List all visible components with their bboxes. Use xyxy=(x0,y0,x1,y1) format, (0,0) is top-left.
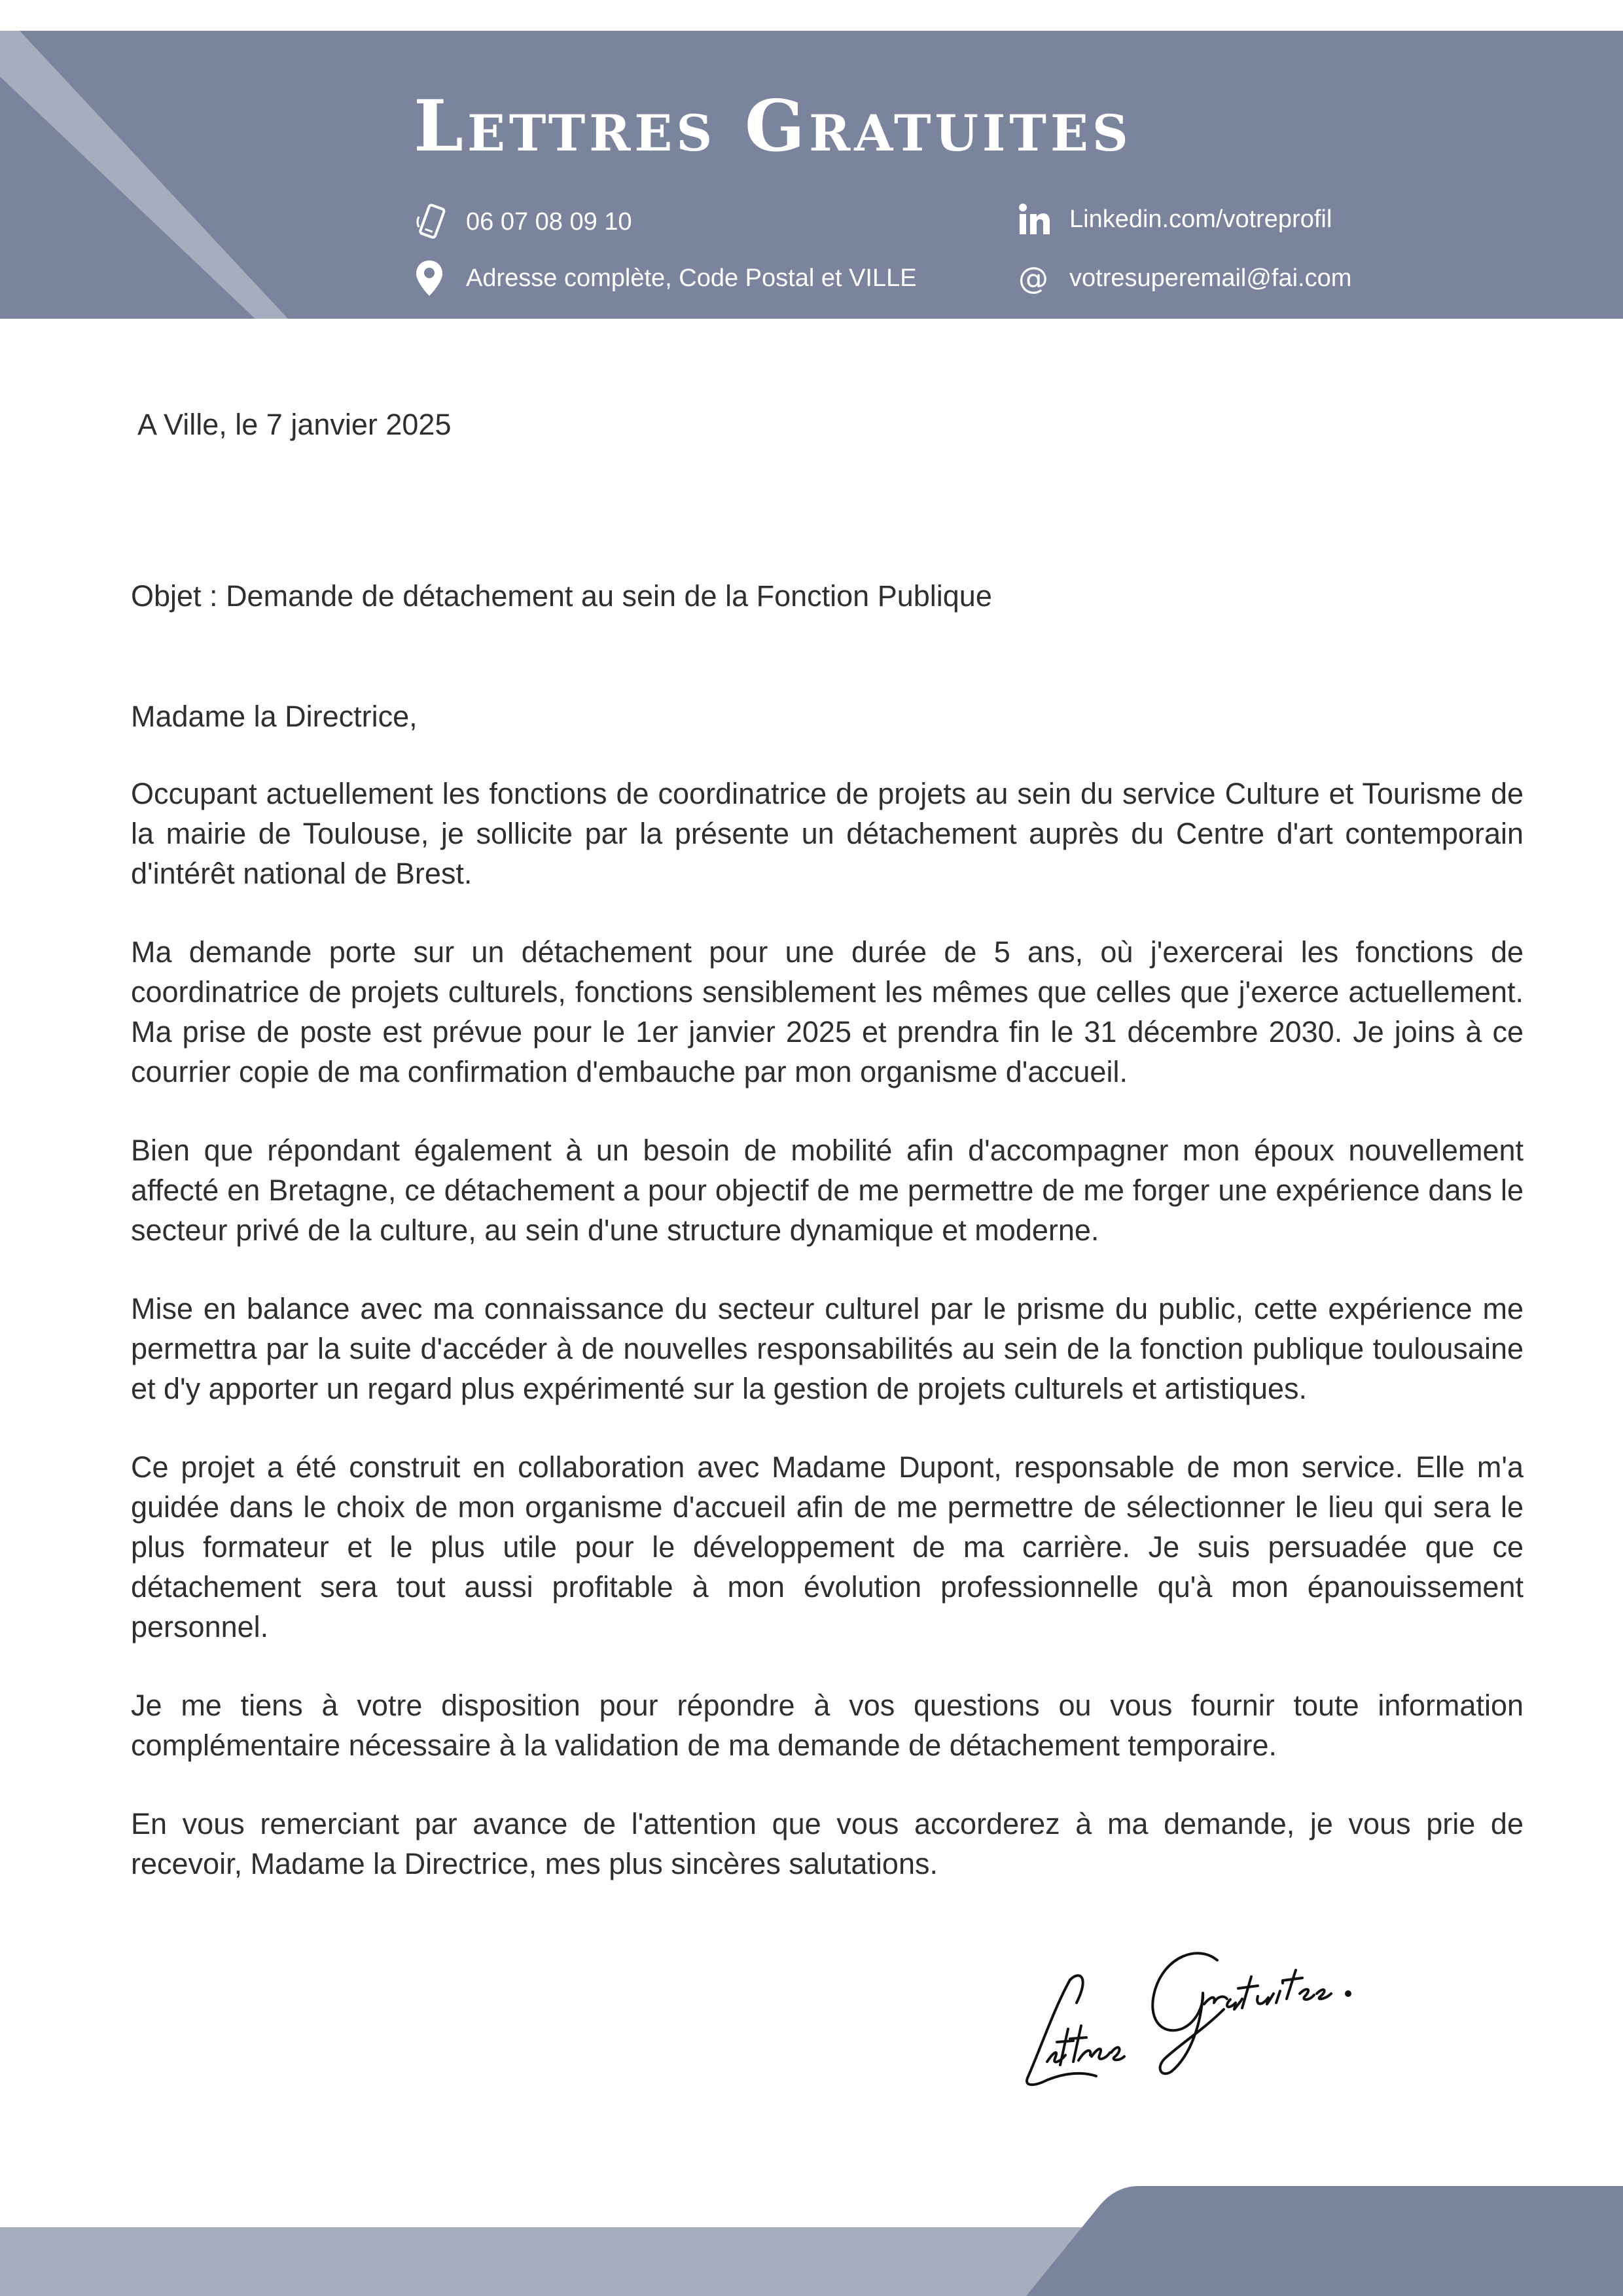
paragraph: Ma demande porte sur un détachement pour une durée de 5 ans, où j'exercerai les fonctions de coordinatrice de projets culturels, fonctions sensiblement les mêmes que celles que j'exerce actuellement. Ma prise de poste est prévue pour le 1er janvier 2025 et prendra fin le 31 décembre 2030. Je joins à ce courrier copie de ma confirmation d'embauche par mon organisme d'accueil. xyxy=(131,935,1524,1088)
paragraph: Mise en balance avec ma connaissance du secteur culturel par le prisme du public, cette expérience me permettra par la suite d'accéder à de nouvelles responsabilités au sein de la fonction publique toulousaine et d'y apporter un regard plus expérimenté sur la gestion de projets culturels et artistiques. xyxy=(131,1292,1524,1405)
paragraph: Ce projet a été construit en collaboration avec Madame Dupont, responsable de mon service. Elle m'a guidée dans le choix de mon organisme d'accueil afin de me permettre de sélectionner le lieu qui sera le plus formateur et le plus utile pour le développement de ma carrière. Je suis persuadée que ce détachement sera tout aussi profitable à mon évolution professionnelle qu'à mon épanouissement personnel. xyxy=(131,1450,1524,1643)
paragraph: Bien que répondant également à un besoin de mobilité afin d'accompagner mon époux nouvellement affecté en Bretagne, ce détachement a pour objectif de me permettre de me forger une expérience dans le secteur privé de la culture, au sein d'une structure dynamique et moderne. xyxy=(131,1134,1524,1247)
handwritten-signature xyxy=(1008,1931,1400,2101)
brand-title: Lettres Gratuites xyxy=(414,85,1132,168)
letter-body xyxy=(131,774,1524,1922)
address-text: Adresse complète, Code Postal et VILLE xyxy=(466,264,917,292)
at-sign-icon: @ xyxy=(1018,260,1048,296)
contact-phone xyxy=(415,204,632,240)
letter-date: A Ville, le 7 janvier 2025 xyxy=(137,408,452,441)
location-pin-icon xyxy=(415,260,452,296)
linkedin-icon xyxy=(1018,201,1055,238)
paragraph: Je me tiens à votre disposition pour répondre à vos questions ou vous fournir toute information complémentaire nécessaire à la validation de ma demande de détachement temporaire. xyxy=(131,1689,1524,1762)
phone-number: 06 07 08 09 10 xyxy=(466,207,632,236)
footer-decoration xyxy=(0,2160,1623,2296)
email-address: votresuperemail@fai.com xyxy=(1069,264,1352,292)
linkedin-url: Linkedin.com/votreprofil xyxy=(1069,205,1332,233)
contact-address xyxy=(415,260,917,296)
paragraph: Occupant actuellement les fonctions de coordinatrice de projets au sein du service Culture et Tourisme de la mairie de Toulouse, je sollicite par la présente un détachement auprès du Centre d'art contemporain d'intérêt national de Brest. xyxy=(131,777,1524,890)
header-band xyxy=(0,31,1623,319)
paragraph: En vous remerciant par avance de l'attention que vous accorderez à ma demande, je vous prie de recevoir, Madame la Directrice, mes plus sincères salutations. xyxy=(131,1807,1524,1880)
letter-salutation: Madame la Directrice, xyxy=(131,700,418,733)
letter-object: Objet : Demande de détachement au sein de la Fonction Publique xyxy=(131,579,992,613)
contact-linkedin xyxy=(1018,201,1332,238)
phone-icon xyxy=(415,204,452,240)
decorative-diagonal-stripe xyxy=(0,31,301,319)
contact-email xyxy=(1018,260,1351,296)
